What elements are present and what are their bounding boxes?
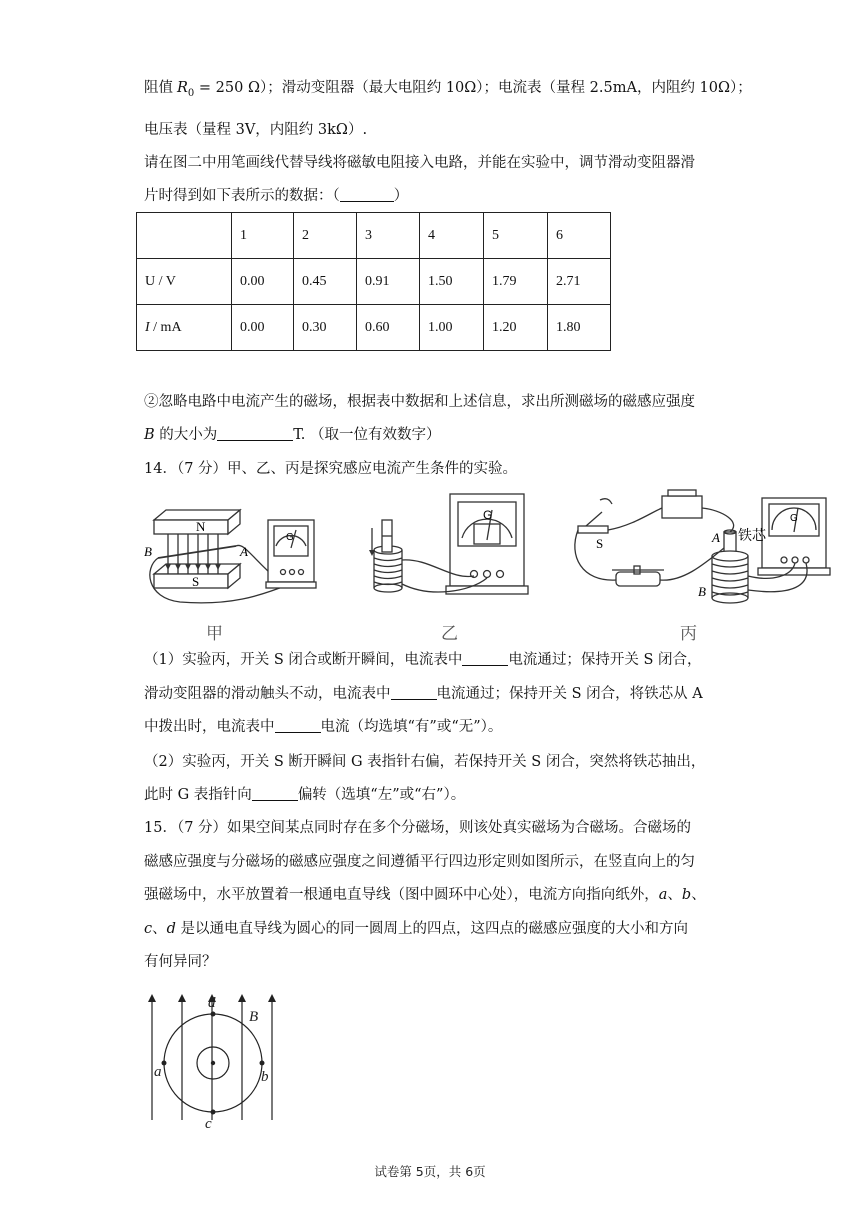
figure-caption-yi: 乙: [441, 624, 458, 644]
svg-text:S: S: [596, 536, 604, 551]
figure-magnetic-field: [140, 990, 290, 1130]
answer-blank[interactable]: [340, 187, 394, 202]
svg-text:a: a: [154, 1064, 162, 1080]
text-line: （1）实验丙，开关 S 闭合或断开瞬间，电流表中 电流通过；保持开关 S 闭合，: [144, 652, 702, 668]
text-line: （2）实验丙，开关 S 断开瞬间 G 表指针右偏，若保持开关 S 闭合，突然将铁芯抽出，: [144, 754, 706, 770]
text-line: ②忽略电路中电流产生的磁场，根据表中数据和上述信息，求出所测磁场的磁感应强度: [144, 394, 695, 410]
svg-text:G: G: [286, 532, 294, 543]
text-line: c、d 是以通电直导线为圆心的同一圆周上的四点，这四点的磁感应强度的大小和方向: [144, 921, 689, 937]
page-footer: 试卷第 5页，共 6页: [374, 1164, 486, 1179]
text-line: 此时 G 表指针向 偏转（选填“左”或“右”）。: [144, 787, 466, 803]
text-line: 阻值 $R_0 = 250$ Ω）；滑动变阻器（最大电阻约 10Ω）；电流表（量程 2.5mA，内阻约 10Ω）；: [144, 80, 752, 99]
text-line: 中拨出时，电流表中 电流（均选填“有”或“无”）。: [144, 719, 503, 735]
answer-blank[interactable]: [275, 718, 321, 733]
data-table: [136, 212, 611, 351]
figure-yi: [360, 488, 540, 608]
text-line: 磁感应强度与分磁场的磁感应强度之间遵循平行四边形定则如图所示，在竖直向上的匀: [144, 854, 695, 870]
figure-caption-bing: 丙: [680, 624, 697, 644]
text-line: 有何异同？: [144, 954, 217, 970]
text-line: 电压表（量程 3V，内阻约 3kΩ）.: [144, 122, 368, 138]
table-row: I / mA 0.00 0.30 0.60 1.00 1.20 1.80: [137, 305, 611, 351]
figure-bing: [572, 486, 834, 614]
answer-blank[interactable]: [462, 651, 508, 666]
question-15-heading: 15．（7 分）如果空间某点同时存在多个分磁场，则该处真实磁场为合磁场。合磁场的: [144, 820, 692, 836]
table-row: U / V 0.00 0.45 0.91 1.50 1.79 2.71: [137, 259, 611, 305]
svg-text:B: B: [249, 1009, 259, 1025]
question-14-heading: 14．（7 分）甲、乙、丙是探究感应电流产生条件的实验。: [144, 461, 518, 477]
svg-text:c: c: [205, 1116, 212, 1130]
svg-text:d: d: [208, 995, 216, 1011]
svg-text:B: B: [698, 584, 706, 599]
answer-blank[interactable]: [391, 685, 437, 700]
text-line: 强磁场中，水平放置着一根通电直导线（图中圆环中心处），电流方向指向纸外，a、b、: [144, 887, 706, 903]
answer-blank[interactable]: [252, 786, 298, 801]
svg-text:b: b: [261, 1069, 269, 1085]
svg-text:A: A: [240, 544, 248, 559]
table-row: 1 2 3 4 5 6: [137, 213, 611, 259]
svg-text:铁芯: 铁芯: [738, 528, 766, 544]
svg-text:S: S: [192, 574, 200, 589]
svg-text:B: B: [144, 544, 152, 559]
svg-text:N: N: [196, 519, 206, 534]
text-line: B 的大小为 T. （取一位有效数字）: [144, 427, 441, 443]
svg-text:G: G: [483, 508, 493, 522]
text-line: 请在图二中用笔画线代替导线将磁敏电阻接入电路，并能在实验中，调节滑动变阻器滑: [144, 155, 695, 171]
text-line: 片时得到如下表所示的数据：（ ）: [144, 188, 409, 204]
figure-caption-jia: 甲: [206, 624, 223, 644]
svg-text:G: G: [790, 513, 798, 524]
answer-blank[interactable]: [217, 426, 293, 441]
svg-text:A: A: [712, 530, 720, 545]
figure-jia: [140, 498, 320, 608]
text-line: 滑动变阻器的滑动触头不动，电流表中 电流通过；保持开关 S 闭合，将铁芯从 A: [144, 686, 703, 702]
